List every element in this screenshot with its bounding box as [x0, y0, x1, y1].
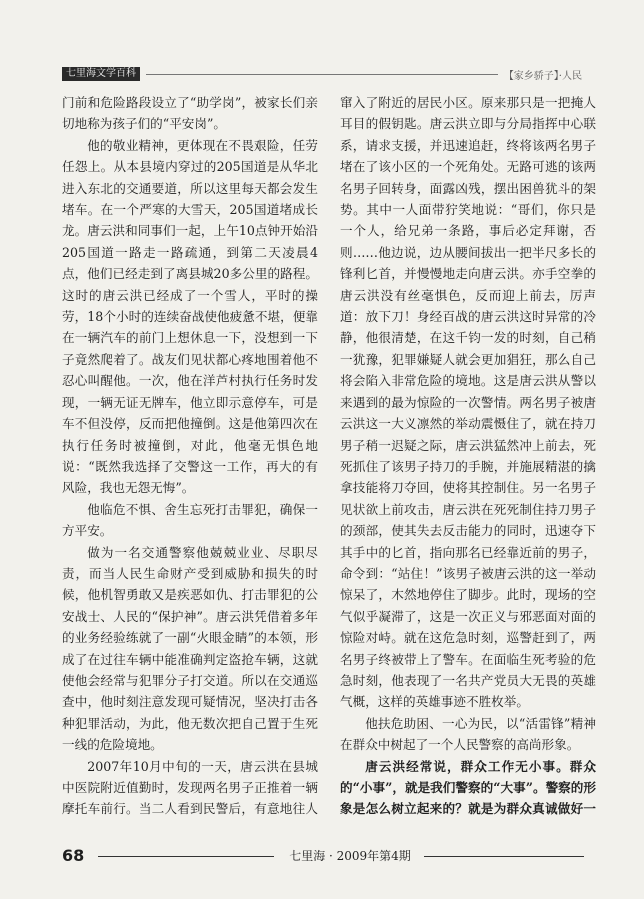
paragraph: 2007年10月中旬的一天，唐云洪在县城中医院附近值勤时，发现两名男子正推着一辆摩托车前行。当二人看到民警后，有意地往人: [62, 758, 318, 817]
paragraph: 门前和危险路段设立了“助学岗”，被家长们亲切地称为孩子们的“平安岗”。: [62, 95, 318, 132]
section-title: 【家乡骄子】·人民: [503, 70, 582, 82]
right-text-column: [340, 92, 596, 822]
paragraph: 他临危不惧、舍生忘死打击罪犯，确保一方平安。: [62, 501, 318, 539]
left-text-column: [62, 92, 318, 822]
running-header: [62, 66, 582, 82]
footer-rule-left: [98, 856, 274, 857]
paragraph: 他的敬业精神，更体现在不畏艰险，任劳任怨上。从本县境内穿过的205国道是从华北进入东北的交通要道，所以这里每天都会发生堵车。在一个严寒的大雪天，205国道堵成长龙。唐云洪和同事们一起，上午10点钟开始沿205国道一路走一路疏通，到第二天凌晨4点，他们已经走到了离县城20多公里的路程。这时的唐云洪已经成了一个雪人，平时的操劳，18个小时的连续奋战使他疲惫不堪，便靠在一辆汽车的前门上想休息一下，没想到一下子竟然爬着了。战友们见状都心疼地围着他不忍心叫醒他。一次，他在洋芦村执行任务时发现，一辆无证无牌车，他立即示意停车，可是车不但没停，反而把他撞倒。这是他第四次在执行任务时被撞倒，对此，他毫无惧色地说：“既然我选择了交警这一工作，再大的有风险，我也无怨无悔”。: [62, 137, 318, 496]
paragraph: 做为一名交通警察他兢兢业业、尽职尽责，而当人民生命财产受到威胁和损失的时候，他机智勇敢又是疾恶如仇、打击罪犯的公安战士、人民的“保护神”。唐云洪凭借着多年的业务经验练就了一副“火眼金睛”的本领，形成了在过往车辆中能准确判定盗抢车辆，这就使他会经常与犯罪分子打交道。所以在交通巡查中，他时刻注意发现可疑情况，坚决打击各种犯罪活动，为此，他无数次把自己置于生死一线的危险境地。: [62, 544, 318, 753]
paragraph: 他扶危助困、一心为民，以“活雷锋”精神在群众中树起了一个人民警察的高尚形象。: [340, 715, 596, 753]
paragraph: 窜入了附近的居民小区。原来那只是一把掩人耳目的假钥匙。唐云洪立即与分局指挥中心联系，请求支援，并迅速追赶，终将该两名男子堵在了该小区的一个死角处。无路可逃的该两名男子回转身，面露凶残，摆出困兽犹斗的架势。其中一人面带狞笑地说：“哥们，你只是一个人，给兄弟一条路，事后必定拜谢，否则……他边说，边从腰间拔出一把半尺多长的锋利匕首，并慢慢地走向唐云洪。亦手空拳的唐云洪没有丝毫惧色，反而迎上前去，厉声道：放下刀！身经百战的唐云洪这时异常的冷静，他很清楚，在这千钧一发的时刻，自己稍一犹豫，犯罪嫌疑人就会更加猖狂，那么自己将会陷入非常危险的境地。这是唐云洪从警以来遇到的最为惊险的一次警情。两名男子被唐云洪这一大义凛然的举动震慑住了，就在持刀男子稍一迟疑之际，唐云洪猛然冲上前去，死死抓住了该男子持刀的手腕，并施展精湛的擒拿技能将刀夺回，使将其控制住。另一名男子见状欲上前攻击，唐云洪在死死制住持刀男子的颈部，使其失去反击能力的同时，迅速夺下其手中的匕首，指向那名已经靠近前的男子，命令到：“站住！”该男子被唐云洪的这一举动惊呆了，木然地停住了脚步。此时，现场的空气似乎凝滞了，这是一次正义与邪恶面对面的惊险对峙。就在这危急时刻，巡警赶到了，两名男子终被带上了警车。在面临生死考验的危急时刻，他表现了一名共产党员大无畏的英雄气概，这样的英雄事迹不胜枚举。: [340, 95, 596, 710]
paragraph: 唐云洪经常说，群众工作无小事。群众的“小事”，就是我们警察的“大事”。警察的形象是怎么树立起来的？就是为群众真诚做好一: [340, 758, 596, 817]
page-number: 68: [62, 846, 85, 865]
header-rule: [146, 74, 498, 75]
column-tag: 七里海文学百科: [62, 67, 140, 81]
footer-rule-right: [424, 856, 584, 857]
journal-issue: 七里海 · 2009年第4期: [289, 849, 411, 863]
